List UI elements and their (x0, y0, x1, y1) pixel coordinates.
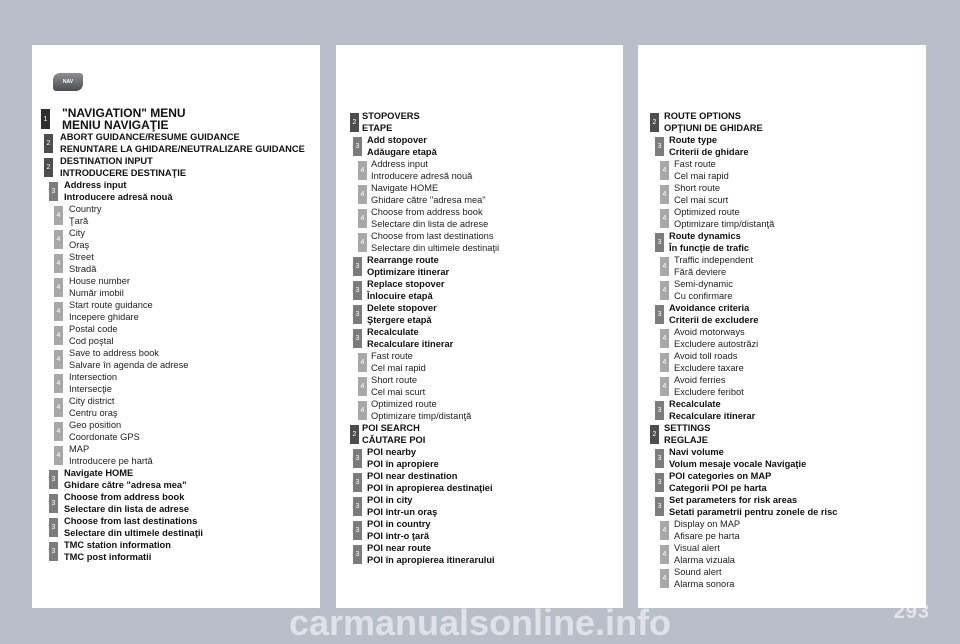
label-english: POI in country (367, 519, 431, 529)
level-badge: 4 (358, 401, 367, 420)
menu-row (32, 156, 320, 179)
menu-row (638, 327, 926, 350)
level-badge: 3 (353, 257, 362, 276)
menu-row (638, 183, 926, 206)
menu-item-label (64, 492, 189, 515)
menu-item-label (69, 276, 130, 299)
label-english: Choose from last destinations (64, 516, 198, 526)
menu-row (638, 111, 926, 134)
level-badge: 4 (54, 302, 63, 321)
level-badge: 3 (49, 182, 58, 201)
label-romanian: REGLAJE (664, 434, 708, 445)
menu-item-label (69, 444, 153, 467)
label-english: Avoid motorways (674, 327, 745, 337)
menu-item-label (664, 423, 711, 446)
label-romanian: POI în apropierea itinerarului (367, 554, 495, 565)
menu-item-label (674, 255, 753, 278)
menu-row (32, 372, 320, 395)
menu-row (32, 324, 320, 347)
label-english: POI SEARCH (362, 423, 420, 433)
menu-row (336, 375, 623, 398)
level-badge: 3 (655, 305, 664, 324)
label-romanian: Ghidare către "adresa mea" (64, 479, 187, 490)
menu-item-label (669, 447, 806, 470)
menu-item-label (674, 279, 733, 302)
menu-row (32, 252, 320, 275)
label-romanian: Criterii de excludere (669, 314, 759, 325)
menu-item-label (371, 399, 471, 422)
menu-row (638, 375, 926, 398)
label-english: Navi volume (669, 447, 724, 457)
level-badge: 3 (49, 542, 58, 561)
label-english: Add stopover (367, 135, 427, 145)
menu-row (638, 231, 926, 254)
level-badge: 4 (358, 377, 367, 396)
level-badge: 4 (54, 350, 63, 369)
level-badge: 4 (358, 161, 367, 180)
label-english: Optimized route (371, 399, 437, 409)
label-english: Avoid ferries (674, 375, 726, 385)
nav-button-label: NAV (62, 79, 74, 85)
level-badge: 4 (54, 230, 63, 249)
menu-row (336, 519, 623, 542)
label-english: Visual alert (674, 543, 720, 553)
menu-row (336, 399, 623, 422)
menu-row (638, 207, 926, 230)
level-badge: 3 (655, 137, 664, 156)
label-english: Optimized route (674, 207, 740, 217)
label-romanian: Număr imobil (69, 287, 124, 298)
menu-item-label (371, 207, 488, 230)
level-badge: 4 (660, 281, 669, 300)
label-english: Fast route (371, 351, 413, 361)
level-badge: 4 (54, 326, 63, 345)
menu-item-label (367, 543, 495, 566)
watermark: carmanualsonline.info (288, 602, 672, 643)
level-badge: 4 (660, 353, 669, 372)
label-english: City (69, 228, 86, 238)
menu-row (638, 351, 926, 374)
menu-row (32, 180, 320, 203)
label-english: DESTINATION INPUT (60, 156, 153, 166)
menu-item-label (371, 375, 425, 398)
label-english: Sound alert (674, 567, 722, 577)
label-romanian: Selectare din ultimele destinaţii (371, 242, 500, 253)
menu-row (638, 471, 926, 494)
label-english: STOPOVERS (362, 111, 420, 121)
menu-item-label (64, 540, 171, 563)
menu-item-label (367, 447, 439, 470)
menu-item-label (64, 516, 203, 539)
menu-row (32, 492, 320, 515)
menu-row (336, 471, 623, 494)
label-romanian: Recalculare itinerar (669, 410, 756, 421)
label-romanian: Introducere adresă nouă (371, 170, 473, 181)
level-badge: 3 (353, 545, 362, 564)
label-romanian: Categorii POI pe harta (669, 482, 767, 493)
menu-item-label (674, 375, 744, 398)
label-english: Recalculate (367, 327, 419, 337)
label-romanian: Setati parametrii pentru zonele de risc (669, 506, 838, 517)
label-romanian: POI în apropiere (367, 458, 439, 469)
label-romanian: Introducere pe hartă (69, 455, 153, 466)
menu-row (32, 348, 320, 371)
label-romanian: Adăugare etapă (367, 146, 437, 157)
menu-item-label (674, 543, 735, 566)
label-romanian: CĂUTARE POI (362, 434, 426, 445)
menu-item-label (674, 351, 744, 374)
label-romanian: Optimizare timp/distanţă (371, 410, 472, 421)
menu-item-label (69, 324, 118, 347)
label-english: City district (69, 396, 115, 406)
label-english: Short route (674, 183, 720, 193)
label-romanian: Salvare în agenda de adrese (69, 359, 189, 370)
menu-item-label (69, 228, 89, 251)
label-romanian: Cel mai rapid (674, 170, 729, 181)
label-english: Short route (371, 375, 417, 385)
page-number: 293 (893, 601, 930, 623)
label-english: Start route guidance (69, 300, 153, 310)
menu-row (336, 255, 623, 278)
label-english: ROUTE OPTIONS (664, 111, 741, 121)
menu-item-label (664, 111, 763, 134)
menu-item-label (674, 519, 740, 542)
menu-item-label (367, 471, 493, 494)
label-romanian: În funcţie de trafic (669, 242, 750, 253)
level-badge: 4 (54, 278, 63, 297)
menu-row (336, 207, 623, 230)
label-english: Navigate HOME (64, 468, 134, 478)
menu-item-label (367, 303, 437, 326)
menu-item-label (669, 471, 771, 494)
level-badge: 4 (54, 446, 63, 465)
menu-row (336, 279, 623, 302)
level-badge: 4 (54, 206, 63, 225)
label-romanian: ETAPE (362, 122, 393, 133)
label-english: POI in city (367, 495, 413, 505)
label-english: Navigate HOME (371, 183, 439, 193)
menu-item-label (669, 495, 837, 518)
menu-row (336, 423, 623, 446)
label-english: Recalculate (669, 399, 721, 409)
label-english: Choose from address book (64, 492, 185, 502)
level-badge: 4 (54, 398, 63, 417)
level-badge: 3 (49, 518, 58, 537)
menu-item-label (669, 231, 749, 254)
label-romanian: RENUNTARE LA GHIDARE/NEUTRALIZARE GUIDANCE (60, 143, 305, 154)
label-romanian: INTRODUCERE DESTINAŢIE (60, 167, 187, 178)
level-badge: 4 (660, 329, 669, 348)
menu-row (32, 468, 320, 491)
label-english: Postal code (69, 324, 118, 334)
level-badge: 3 (49, 470, 58, 489)
menu-item-label (367, 135, 437, 158)
menu-item-label (69, 348, 188, 371)
label-english: "NAVIGATION" MENU (62, 106, 186, 120)
level-badge: 3 (353, 137, 362, 156)
level-badge: 4 (660, 521, 669, 540)
menu-item-label (367, 327, 453, 350)
label-romanian: Centru oraş (69, 407, 118, 418)
label-romanian: Alarma sonora (674, 578, 735, 589)
menu-row (32, 540, 320, 563)
label-romanian: Excludere feribot (674, 386, 744, 397)
menu-item-label (669, 399, 755, 422)
level-badge: 3 (353, 473, 362, 492)
menu-row (638, 567, 926, 590)
label-romanian: Afisare pe harta (674, 530, 740, 541)
label-romanian: Alarma vizuala (674, 554, 735, 565)
menu-row (638, 135, 926, 158)
label-english: POI near route (367, 543, 432, 553)
menu-item-label (674, 327, 758, 350)
level-badge: 4 (54, 254, 63, 273)
label-romanian: Intersecţie (69, 383, 112, 394)
label-english: ABORT GUIDANCE/RESUME GUIDANCE (60, 132, 240, 142)
label-english: Replace stopover (367, 279, 445, 289)
level-badge: 3 (655, 449, 664, 468)
label-romanian: Incepere ghidare (69, 311, 139, 322)
menu-row (638, 447, 926, 470)
menu-item-label (69, 420, 140, 443)
label-english: Route type (669, 135, 718, 145)
label-english: Choose from last destinations (371, 231, 494, 241)
label-english: TMC station information (64, 540, 171, 550)
label-english: POI categories on MAP (669, 471, 772, 481)
menu-row (638, 399, 926, 422)
menu-item-label (371, 351, 426, 374)
level-badge: 3 (655, 233, 664, 252)
label-romanian: Optimizare itinerar (367, 266, 450, 277)
menu-item-label (64, 468, 187, 491)
nav-button-icon (53, 73, 83, 91)
menu-item-label (669, 303, 758, 326)
menu-row (336, 447, 623, 470)
label-english: Geo position (69, 420, 122, 430)
menu-row (638, 543, 926, 566)
menu-row (336, 111, 623, 134)
menu-row (32, 276, 320, 299)
level-badge: 4 (660, 569, 669, 588)
label-romanian: Ghidare către "adresa mea" (371, 194, 486, 205)
menu-column-stopovers-poi (336, 45, 623, 608)
level-badge: 4 (358, 209, 367, 228)
label-romanian: POI intr-o ţară (367, 530, 429, 541)
label-romanian: POI intr-un oraş (367, 506, 438, 517)
label-english: Choose from address book (371, 207, 483, 217)
menu-item-label (371, 183, 486, 206)
label-english: POI nearby (367, 447, 417, 457)
menu-row (336, 135, 623, 158)
level-badge: 4 (358, 353, 367, 372)
menu-item-label (362, 111, 420, 134)
label-romanian: Cod poştal (69, 335, 114, 346)
menu-item-label (367, 279, 445, 302)
label-romanian: Ştergere etapă (367, 314, 432, 325)
label-romanian: Excludere taxare (674, 362, 744, 373)
label-english: House number (69, 276, 130, 286)
label-english: Delete stopover (367, 303, 437, 313)
level-badge: 3 (655, 401, 664, 420)
level-badge: 4 (54, 422, 63, 441)
label-romanian: MENIU NAVIGAŢIE (62, 118, 169, 132)
label-romanian: Optimizare timp/distanţă (674, 218, 775, 229)
menu-row (336, 327, 623, 350)
menu-row (336, 159, 623, 182)
level-badge: 2 (44, 158, 53, 177)
menu-row (638, 519, 926, 542)
label-romanian: Cu confirmare (674, 290, 733, 301)
label-romanian: Selectare din lista de adrese (64, 503, 190, 514)
menu-row (336, 543, 623, 566)
label-english: Traffic independent (674, 255, 754, 265)
menu-item-label (60, 132, 305, 155)
menu-item-label (362, 423, 425, 446)
level-badge: 4 (660, 257, 669, 276)
menu-item-label (69, 252, 96, 275)
menu-item-label (69, 396, 118, 419)
menu-row (638, 303, 926, 326)
menu-row (638, 423, 926, 446)
menu-row (336, 495, 623, 518)
label-romanian: TMC post informatii (64, 551, 152, 562)
menu-row (336, 351, 623, 374)
menu-row (638, 159, 926, 182)
menu-row (32, 420, 320, 443)
menu-column-options-settings (638, 45, 926, 608)
label-english: Save to address book (69, 348, 159, 358)
level-badge: 3 (353, 329, 362, 348)
level-badge: 3 (353, 305, 362, 324)
label-english: Set parameters for risk areas (669, 495, 798, 505)
label-romanian: Coordonate GPS (69, 431, 140, 442)
menu-item-label (69, 300, 153, 323)
level-badge: 3 (655, 497, 664, 516)
level-badge: 3 (353, 281, 362, 300)
label-romanian: Ţară (69, 215, 89, 226)
label-romanian: Selectare din lista de adrese (371, 218, 489, 229)
label-romanian: Fără deviere (674, 266, 727, 277)
menu-row (638, 279, 926, 302)
label-english: Rearrange route (367, 255, 439, 265)
label-english: Street (69, 252, 94, 262)
label-english: POI near destination (367, 471, 458, 481)
menu-row (32, 204, 320, 227)
menu-row (32, 300, 320, 323)
menu-item-label (60, 156, 186, 179)
level-badge: 4 (660, 161, 669, 180)
menu-item-label (674, 183, 728, 206)
menu-row (32, 444, 320, 467)
menu-item-label (62, 107, 186, 131)
menu-row (32, 228, 320, 251)
label-romanian: Stradă (69, 263, 97, 274)
menu-item-label (367, 255, 449, 278)
level-badge: 2 (350, 425, 359, 444)
label-english: Display on MAP (674, 519, 741, 529)
level-badge: 3 (353, 497, 362, 516)
level-badge: 4 (358, 233, 367, 252)
label-english: Address input (371, 159, 428, 169)
label-romanian: Selectare din ultimele destinaţii (64, 527, 203, 538)
menu-row (336, 303, 623, 326)
label-romanian: Introducere adresă nouă (64, 191, 173, 202)
label-romanian: Recalculare itinerar (367, 338, 454, 349)
label-romanian: POI în apropierea destinaţiei (367, 482, 493, 493)
level-badge: 3 (353, 449, 362, 468)
level-badge: 2 (44, 134, 53, 153)
label-english: Address input (64, 180, 127, 190)
label-english: Country (69, 204, 102, 214)
menu-row (336, 183, 623, 206)
label-english: Avoidance criteria (669, 303, 750, 313)
level-badge: 4 (660, 185, 669, 204)
menu-item-label (69, 204, 102, 227)
level-badge: 4 (660, 209, 669, 228)
menu-item-label (669, 135, 749, 158)
label-english: Semi-dynamic (674, 279, 733, 289)
label-romanian: Volum mesaje vocale Navigaţie (669, 458, 807, 469)
menu-item-label (371, 159, 472, 182)
menu-column-navigation (32, 45, 320, 608)
menu-row (32, 396, 320, 419)
level-badge: 3 (353, 521, 362, 540)
menu-row (336, 231, 623, 254)
level-badge: 2 (650, 113, 659, 132)
level-badge: 1 (41, 109, 50, 129)
menu-row (638, 495, 926, 518)
level-badge: 3 (655, 473, 664, 492)
label-romanian: Excludere autostrăzi (674, 338, 759, 349)
label-romanian: Cel mai scurt (674, 194, 729, 205)
menu-row (32, 107, 320, 131)
level-badge: 3 (49, 494, 58, 513)
menu-item-label (367, 519, 431, 542)
label-romanian: Criterii de ghidare (669, 146, 749, 157)
level-badge: 4 (358, 185, 367, 204)
menu-item-label (64, 180, 173, 203)
menu-item-label (371, 231, 499, 254)
label-romanian: Oraş (69, 239, 90, 250)
menu-row (32, 516, 320, 539)
menu-item-label (69, 372, 117, 395)
menu-item-label (674, 159, 729, 182)
menu-row (32, 132, 320, 155)
label-english: Fast route (674, 159, 716, 169)
label-romanian: Cel mai scurt (371, 386, 426, 397)
menu-item-label (674, 567, 734, 590)
menu-item-label (674, 207, 774, 230)
menu-row (638, 255, 926, 278)
level-badge: 4 (660, 377, 669, 396)
label-english: Intersection (69, 372, 118, 382)
label-romanian: Cel mai rapid (371, 362, 426, 373)
level-badge: 2 (650, 425, 659, 444)
level-badge: 2 (350, 113, 359, 132)
label-english: SETTINGS (664, 423, 711, 433)
label-romanian: OPŢIUNI DE GHIDARE (664, 122, 763, 133)
label-english: Avoid toll roads (674, 351, 738, 361)
label-english: MAP (69, 444, 90, 454)
menu-item-label (367, 495, 437, 518)
level-badge: 4 (54, 374, 63, 393)
label-english: Route dynamics (669, 231, 741, 241)
level-badge: 4 (660, 545, 669, 564)
label-romanian: Înlocuire etapă (367, 290, 433, 301)
